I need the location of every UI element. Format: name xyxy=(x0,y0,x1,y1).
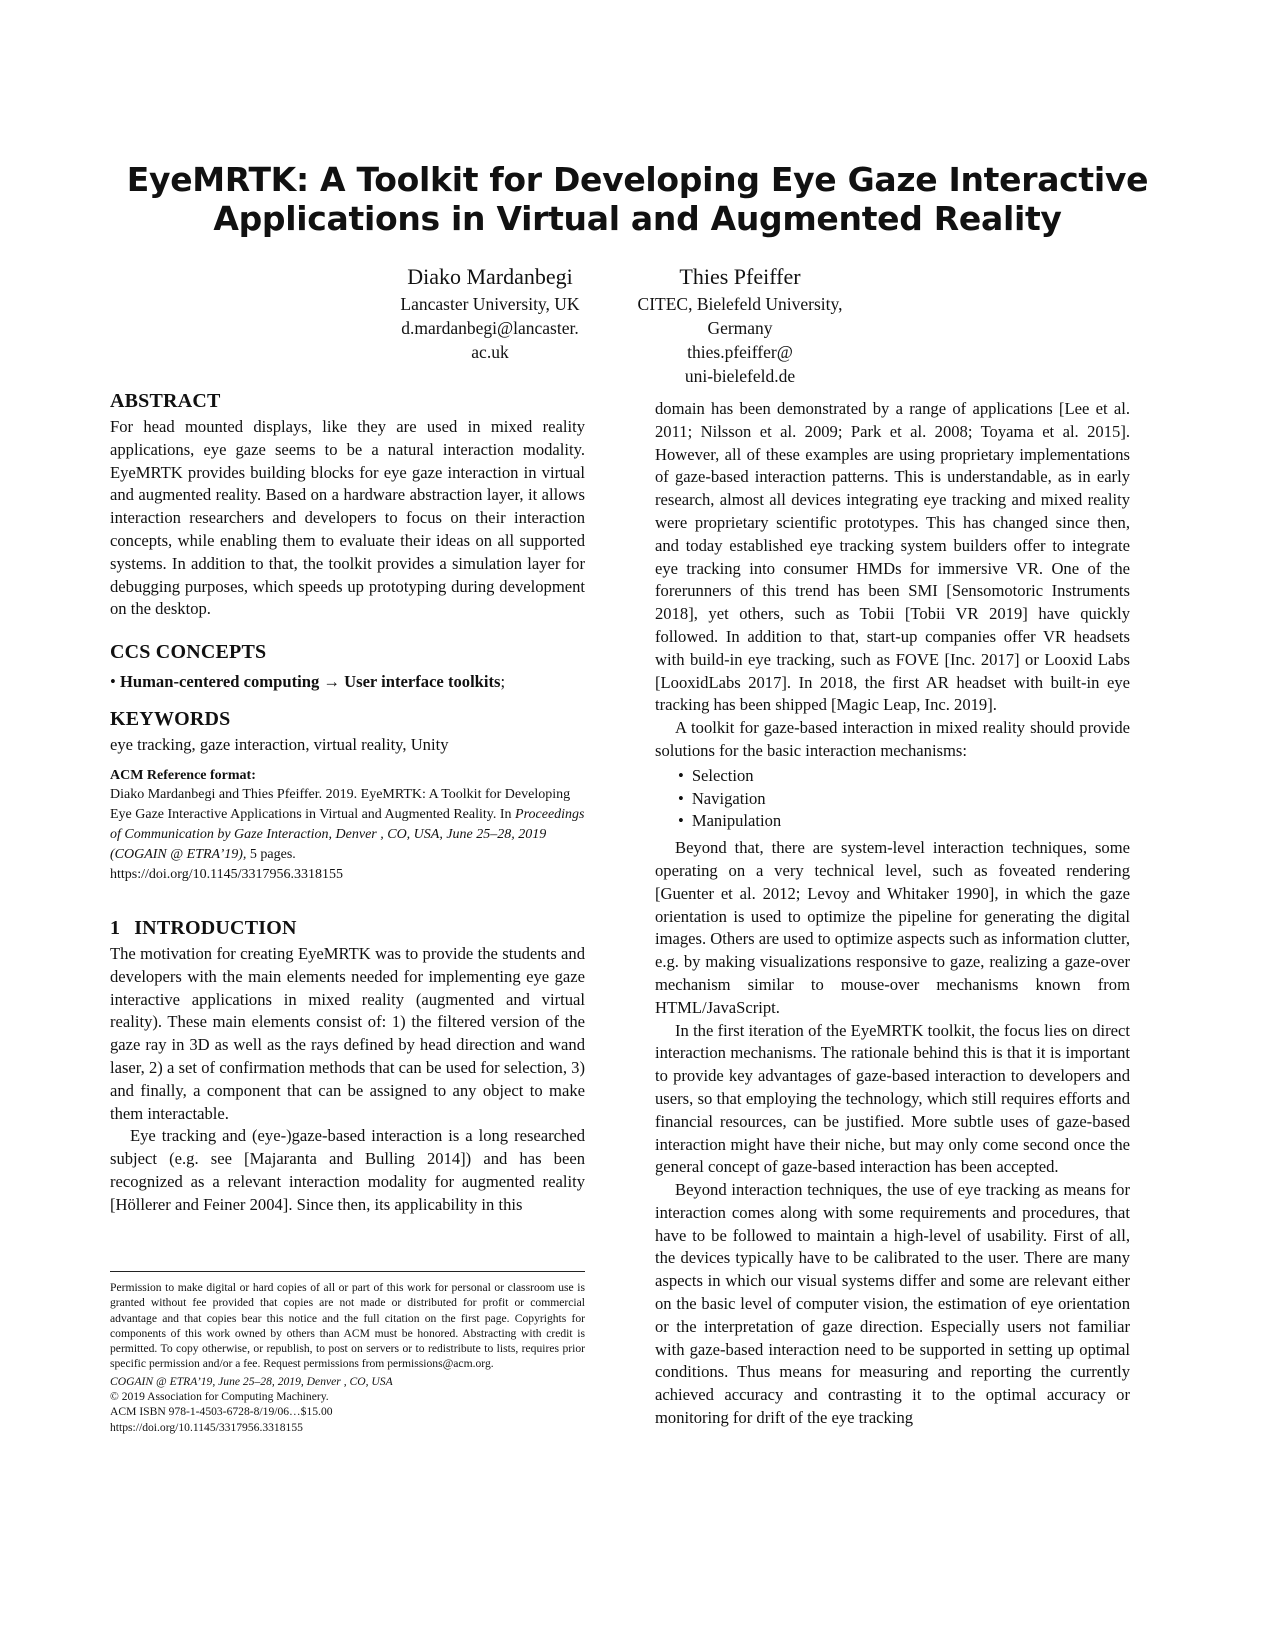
author-affiliation: Lancaster University, UK xyxy=(400,294,580,314)
right-paragraph-4: In the first iteration of the EyeMRTK toolkit, the focus lies on direct interaction mechanisms. The rationale behind this is that it is important to provide key advantages of gaze-based interaction to developers and users, so that employing the technology, which still requires efforts and financial resources, can be justified. More subtle uses of gaze-based interaction might have their niche, but may only come second once the general concept of gaze-based interaction has been accepted. xyxy=(655,1020,1130,1177)
acm-reference-venue: Proceedings of Communication by Gaze Interaction, Denver , CO, USA, June 25–28, 2019 (COGAIN @ ETRA’19), xyxy=(110,806,585,862)
ccs-concept-text: Human-centered computing → User interface toolkits xyxy=(119,672,501,692)
ccs-concepts xyxy=(110,670,585,694)
author-email-cont[interactable]: uni-bielefeld.de xyxy=(684,366,796,386)
acm-reference-heading: ACM Reference format: xyxy=(110,767,256,783)
acm-reference-part1: Diako Mardanbegi and Thies Pfeiffer. 2019. EyeMRTK: A Toolkit for Developing Eye Gaze Interactive Applications in Virtual and Augmented Reality. In xyxy=(110,786,571,822)
author-name: Thies Pfeiffer xyxy=(679,264,801,289)
ccs-heading: CCS CONCEPTS xyxy=(110,641,267,664)
list-item: • Navigation xyxy=(695,788,1130,811)
title-line-1: EyeMRTK: A Toolkit for Developing Eye Gaze Interactive xyxy=(126,160,1149,199)
copyright-line: © 2019 Association for Computing Machinery. xyxy=(110,1390,329,1404)
author-affiliation: CITEC, Bielefeld University, xyxy=(637,294,843,314)
intro-paragraph-1: The motivation for creating EyeMRTK was to provide the students and developers with the main elements needed for implementing eye gaze interactive applications in mixed reality (augmented and virtual reality). These main elements consist of: 1) the filtered version of the gaze ray in 3D as well as the rays defined by head direction and wand laser, 2) a set of confirmation methods that can be used for selection, 3) and finally, a component that can be assigned to any object to make them interactable. xyxy=(110,943,585,1123)
mechanism-list xyxy=(655,765,1130,833)
conference-line: COGAIN @ ETRA’19, June 25–28, 2019, Denver , CO, USA xyxy=(110,1374,393,1388)
permission-notice: Permission to make digital or hard copies of all or part of this work for personal or classroom use is granted without fee provided that copies are not made or distributed for profit or commercial advantage and that copies bear this notice and the full citation on the first page. Copyrights for components of this work owned by others than ACM must be honored. Abstracting with credit is permitted. To copy otherwise, or republish, to post on servers or to redistribute to lists, requires prior specific permission and/or a fee. Request permissions from permissions@acm.org. xyxy=(110,1281,585,1371)
section-number: 1 xyxy=(110,916,121,939)
acm-reference-part2: 5 pages. xyxy=(246,846,296,862)
author-email[interactable]: d.mardanbegi@lancaster. xyxy=(401,318,579,338)
author-email[interactable]: thies.pfeiffer@ xyxy=(687,342,793,362)
author-name: Diako Mardanbegi xyxy=(407,264,573,289)
right-paragraph-5: Beyond interaction techniques, the use of eye tracking as means for interaction comes along with some requirements and procedures, that have to be followed to maintain a high-level of usability. First of all, the devices typically have to be calibrated to the user. There are many aspects in which our visual systems differ and some are relevant either on the basic level of computer vision, the estimation of eye orientation or the interpretation of gaze direction. Especially users not familiar with gaze-based interaction need to be supported in setting up optimal conditions. Thus means for measuring and reporting the currently achieved accuracy and contrasting it to the optimal accuracy or monitoring for drift of the eye tracking xyxy=(655,1180,1130,1428)
author-affiliation-cont: Germany xyxy=(707,318,773,338)
list-item: • Selection xyxy=(695,765,1130,788)
abstract-heading: ABSTRACT xyxy=(110,390,221,412)
abstract-text: For head mounted displays, like they are used in mixed reality applications, eye gaze seems to be a natural interaction modality. EyeMRTK provides building blocks for eye gaze interaction in virtual and augmented reality. Based on a hardware abstraction layer, it allows interaction researchers and developers to focus on their interaction concepts, while enabling them to evaluate their ideas on all supported systems. In addition to that, the toolkit provides a simulation layer for debugging purposes, which speeds up prototyping during development on the desktop. xyxy=(110,417,585,619)
ccs-bullet: • xyxy=(110,672,116,692)
left-column xyxy=(110,390,585,1217)
section-title: INTRODUCTION xyxy=(134,916,297,939)
paper-title xyxy=(100,160,1175,238)
right-paragraph-2: A toolkit for gaze-based interaction in mixed reality should provide solutions for the basic interaction mechanisms: xyxy=(655,718,1130,760)
ccs-tail: ; xyxy=(500,672,506,692)
introduction-heading xyxy=(110,915,585,941)
title-line-2: Applications in Virtual and Augmented Reality xyxy=(213,199,1062,238)
author-block-1 xyxy=(370,262,610,364)
author-block-2 xyxy=(620,262,860,388)
right-column xyxy=(655,399,1130,1430)
keywords-text: eye tracking, gaze interaction, virtual reality, Unity xyxy=(110,735,449,755)
copyright-footnote xyxy=(110,1271,585,1435)
right-paragraph-3: Beyond that, there are system-level interaction techniques, some operating on a very technical level, such as foveated rendering [Guenter et al. 2012; Levoy and Whitaker 1990], in which the gaze orientation is used to optimize the pipeline for generating the digital images. Others are used to optimize aspects such as information clutter, e.g. by making visualizations responsive to gaze, realizing a gaze-over mechanism similar to mouse-over mechanisms known from HTML/JavaScript. xyxy=(655,838,1130,1017)
acm-reference-doi[interactable]: https://doi.org/10.1145/3317956.3318155 xyxy=(110,866,343,882)
acm-reference-text xyxy=(110,785,585,885)
keywords-heading: KEYWORDS xyxy=(110,708,231,731)
right-paragraph-1: domain has been demonstrated by a range of applications [Lee et al. 2011; Nilsson et al. 2009; Park et al. 2008; Toyama et al. 2015]. However, all of these examples are using proprietary implementations of gaze-based interaction patterns. This is understandable, as in early research, almost all devices integrating eye tracking and mixed reality were proprietary scientific prototypes. This has changed since then, and today established eye tracking system builders offer to integrate eye tracking into consumer HMDs for immersive VR. One of the forerunners of this trend has been SMI [Sensomotoric Instruments 2018], yet others, such as Tobii [Tobii VR 2019] have quickly followed. In addition to that, start-up companies offer VR headsets with build-in eye tracking, such as FOVE [Inc. 2017] or Looxid Labs [LooxidLabs 2017]. In 2018, the first AR headset with built-in eye tracking has been shipped [Magic Leap, Inc. 2019]. xyxy=(655,399,1130,715)
doi-link[interactable]: https://doi.org/10.1145/3317956.3318155 xyxy=(110,1420,303,1434)
isbn-line: ACM ISBN 978-1-4503-6728-8/19/06…$15.00 xyxy=(110,1405,333,1419)
list-item: • Manipulation xyxy=(695,810,1130,833)
author-email-cont[interactable]: ac.uk xyxy=(471,342,509,362)
intro-paragraph-2: Eye tracking and (eye-)gaze-based interaction is a long researched subject (e.g. see [Majaranta and Bulling 2014]) and has been recognized as a relevant interaction modality for augmented reality [Höllerer and Feiner 2004]. Since then, its applicability in this xyxy=(110,1126,585,1214)
